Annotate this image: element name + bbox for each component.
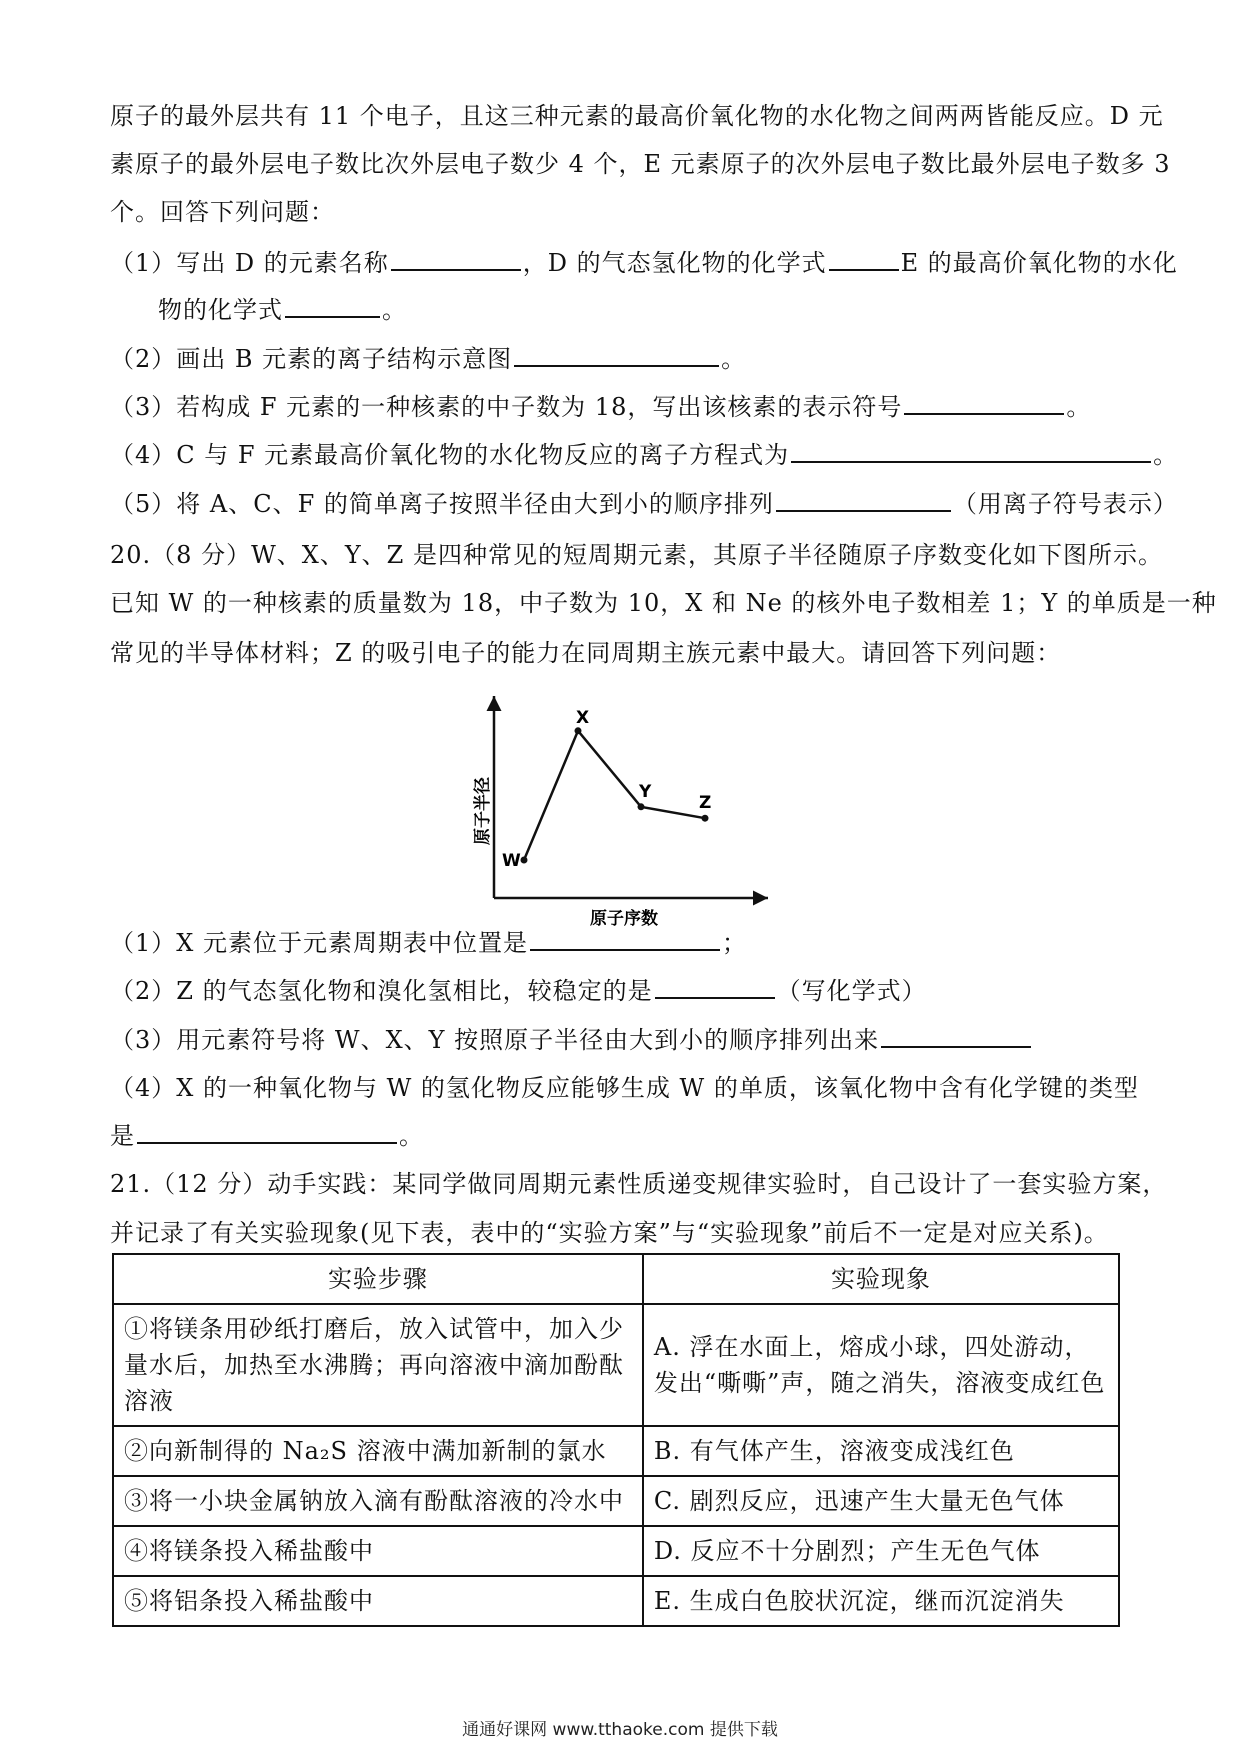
phenomenon-cell: A. 浮在水面上，熔成小球，四处游动，发出“嘶嘶”声，随之消失，溶液变成红色 [643,1304,1119,1426]
intro-line-1: 原子的最外层共有 11 个电子，且这三种元素的最高价氧化物的水化物之间两两皆能反应。D 元 [110,102,1164,130]
answer-blank[interactable] [391,247,521,271]
q20-line-1: 20.（8 分）W、X、Y、Z 是四种常见的短周期元素，其原子半径随原子序数变化如下图所示。 [110,541,1163,569]
answer-blank[interactable] [829,247,899,271]
phenomenon-cell: E. 生成白色胶状沉淀，继而沉淀消失 [643,1576,1119,1626]
experiment-table [112,1253,1120,1627]
step-cell: ⑤将铝条投入稀盐酸中 [113,1576,643,1626]
x-axis-label: 原子序数 [590,909,658,929]
answer-blank[interactable] [904,391,1064,415]
header-phenomena: 实验现象 [643,1254,1119,1304]
table-row [113,1304,1119,1426]
radius-chart [450,690,790,930]
header-steps: 实验步骤 [113,1254,643,1304]
radius-line [524,731,705,860]
answer-blank[interactable] [285,294,380,318]
step-cell: ③将一小块金属钠放入滴有酚酞溶液的冷水中 [113,1476,643,1526]
point-label-y: Y [639,781,652,802]
phenomenon-cell: C. 剧烈反应，迅速产生大量无色气体 [643,1476,1119,1526]
q19-part5: （5）将 A、C、F 的简单离子按照半径由大到小的顺序排列 （用离子符号表示） [110,490,1178,518]
table-header-row [113,1254,1119,1304]
q19-part1: （1）写出 D 的元素名称 ，D 的气态氢化物的化学式 E 的最高价氧化物的水化 [110,249,1178,277]
q19-part1-cont: 物的化学式 。 [158,296,407,324]
q20-part3: （3）用元素符号将 W、X、Y 按照原子半径由大到小的顺序排列出来 [110,1024,1033,1056]
point-label-x: X [576,707,590,728]
data-point-x [575,727,582,734]
phenomenon-cell: B. 有气体产生，溶液变成浅红色 [643,1426,1119,1476]
intro-line-2: 素原子的最外层电子数比次外层电子数少 4 个，E 元素原子的次外层电子数比最外层电子数多 3 [110,150,1171,178]
q20-part4-cont: 是 。 [110,1122,424,1150]
series-line [502,708,711,871]
q19-part2: （2）画出 B 元素的离子结构示意图 。 [110,345,747,373]
table-row [113,1426,1119,1476]
q21-line-1: 21.（12 分）动手实践：某同学做同周期元素性质递变规律实验时，自己设计了一套实验方案， [110,1170,1168,1198]
step-cell: ①将镁条用砂纸打磨后，放入试管中，加入少量水后，加热至水沸腾；再向溶液中滴加酚酞溶液 [113,1304,643,1426]
q21-line-2: 并记录了有关实验现象(见下表，表中的“实验方案”与“实验现象”前后不一定是对应关系)。 [110,1219,1109,1247]
q20-part1: （1）X 元素位于元素周期表中位置是 ； [110,929,747,957]
answer-blank[interactable] [530,927,720,951]
point-label-z: Z [699,793,712,814]
table-row [113,1476,1119,1526]
step-cell: ②向新制得的 Na₂S 溶液中满加新制的氯水 [113,1426,643,1476]
q19-part4: （4）C 与 F 元素最高价氧化物的水化物反应的离子方程式为 。 [110,441,1179,469]
q19-part3: （3）若构成 F 元素的一种核素的中子数为 18，写出该核素的表示符号 。 [110,393,1092,421]
data-point-z [702,815,709,822]
answer-blank[interactable] [137,1120,397,1144]
q20-line-3: 常见的半导体材料；Z 的吸引电子的能力在同周期主族元素中最大。请回答下列问题： [110,639,1062,667]
page-footer: 通通好课网 www.tthaoke.com 提供下载 [462,1720,778,1740]
q20-part2: （2）Z 的气态氢化物和溴化氢相比，较稳定的是 （写化学式） [110,977,927,1005]
answer-blank[interactable] [655,975,775,999]
point-label-w: W [502,851,521,871]
intro-line-3: 个。回答下列问题： [110,198,335,226]
step-cell: ④将镁条投入稀盐酸中 [113,1526,643,1576]
answer-blank[interactable] [791,439,1151,463]
table-row [113,1526,1119,1576]
answer-blank[interactable] [776,488,951,512]
q20-part4: （4）X 的一种氧化物与 W 的氢化物反应能够生成 W 的单质，该氧化物中含有化学键的类型 [110,1074,1139,1102]
data-point-y [638,803,645,810]
phenomenon-cell: D. 反应不十分剧烈；产生无色气体 [643,1526,1119,1576]
table-row [113,1576,1119,1626]
y-axis-label: 原子半径 [473,777,493,845]
answer-blank[interactable] [881,1024,1031,1048]
answer-blank[interactable] [514,343,719,367]
data-point-w [521,857,528,864]
q20-line-2: 已知 W 的一种核素的质量数为 18，中子数为 10，X 和 Ne 的核外电子数相差 1；Y 的单质是一种 [110,589,1217,617]
